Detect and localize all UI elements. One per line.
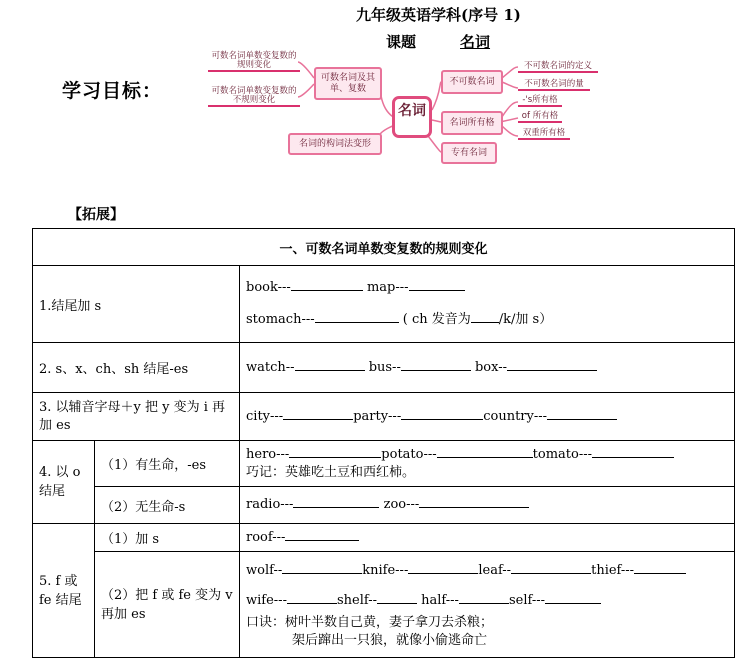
answer-blank[interactable] <box>409 278 465 291</box>
answer-blank[interactable] <box>634 561 686 574</box>
title-text: 九年级英语学科(序号 1) <box>356 6 521 24</box>
rhyme-line-2: 架后蹿出一只狼，就像小偷逃命亡 <box>292 632 488 648</box>
note-k-add-s: /k/加 s） <box>498 312 553 327</box>
mnemonic-tip: 巧记：英雄吃土豆和西红柿。 <box>246 465 416 480</box>
rule-1-exercises <box>240 266 735 343</box>
word-hero: hero--- <box>246 447 290 462</box>
mindmap-leaf-double-possessive: 双重所有格 <box>518 129 570 140</box>
word-zoo: zoo--- <box>383 497 420 512</box>
learning-goal-label: 学习目标： <box>62 80 163 102</box>
mindmap-node-word-formation: 名词的构词法变形 <box>288 133 382 155</box>
mindmap-leaf-uncountable-quantity: 不可数名词的量 <box>518 80 590 91</box>
mindmap-node-countable: 可数名词及其单、复数 <box>314 67 382 100</box>
answer-blank[interactable] <box>401 407 483 420</box>
mindmap-leaf-regular-plural: 可数名词单数变复数的规则变化 <box>208 52 300 72</box>
rule-4-exercises-1 <box>240 441 735 487</box>
word-half: half--- <box>421 592 459 608</box>
mindmap-leaf-irregular-plural: 可数名词单数变复数的不规则变化 <box>208 87 300 107</box>
mindmap-center-text: 名词 <box>398 103 426 119</box>
word-bus: bus-- <box>368 359 401 375</box>
rule-5-exercises-2 <box>240 552 735 658</box>
table-header: 一、可数名词单数变复数的规则变化 <box>33 229 735 266</box>
table-row <box>33 552 735 658</box>
answer-blank[interactable] <box>285 528 359 541</box>
word-tomato: tomato--- <box>532 447 593 462</box>
mind-map <box>0 0 749 200</box>
answer-blank[interactable] <box>511 561 591 574</box>
word-wife: wife--- <box>246 592 287 608</box>
answer-blank[interactable] <box>459 591 509 604</box>
answer-blank[interactable] <box>282 561 362 574</box>
rule-4-exercises-2 <box>240 487 735 524</box>
answer-blank[interactable] <box>289 445 381 458</box>
answer-blank[interactable] <box>287 591 337 604</box>
word-country: country--- <box>483 408 548 424</box>
answer-blank[interactable] <box>291 278 363 291</box>
answer-blank[interactable] <box>408 561 478 574</box>
table-row <box>33 487 735 524</box>
word-radio: radio--- <box>246 497 294 512</box>
rule-4-label: 4. 以 o 结尾 <box>33 441 95 524</box>
table-row <box>33 524 735 552</box>
word-party: party--- <box>353 408 402 424</box>
answer-blank[interactable] <box>315 310 399 323</box>
rule-4-sub-2: （2）无生命-s <box>95 487 240 524</box>
word-box: box-- <box>474 359 508 375</box>
word-self: self--- <box>508 592 546 608</box>
table-row <box>33 266 735 343</box>
word-roof: roof--- <box>246 529 286 545</box>
topic-value: 名词 <box>460 33 491 51</box>
table-row <box>33 441 735 487</box>
answer-blank[interactable] <box>401 358 471 371</box>
rule-2-label: 2. s、x、ch、sh 结尾-es <box>33 343 240 393</box>
word-book: book--- <box>246 280 291 295</box>
word-wolf: wolf-- <box>246 562 283 578</box>
extension-heading: 【拓展】 <box>68 207 124 223</box>
mindmap-node-proper-noun: 专有名词 <box>441 142 497 164</box>
answer-blank[interactable] <box>295 358 365 371</box>
topic-label: 课题 <box>386 33 417 51</box>
rule-5-sub-1: （1）加 s <box>95 524 240 552</box>
word-shelf: shelf-- <box>336 592 377 608</box>
table-row <box>33 393 735 441</box>
rule-4-sub-1: （1）有生命，-es <box>95 441 240 487</box>
mindmap-node-uncountable: 不可数名词 <box>441 70 503 94</box>
answer-blank[interactable] <box>437 445 533 458</box>
rule-3-label: 3. 以辅音字母＋y 把 y 变为 i 再加 es <box>33 393 240 441</box>
answer-blank[interactable] <box>293 495 379 508</box>
mind-map-connectors <box>0 0 749 200</box>
note-ch-pronunciation: ( ch 发音为 <box>402 312 471 327</box>
mindmap-center-node <box>392 96 432 138</box>
answer-blank[interactable] <box>507 358 597 371</box>
answer-blank[interactable] <box>547 407 617 420</box>
word-map: map--- <box>366 280 409 295</box>
rhyme-line-1: 口诀：树叶半数自己黄，妻子拿刀去杀粮； <box>246 614 494 630</box>
word-city: city--- <box>246 408 284 424</box>
answer-blank[interactable] <box>471 310 499 323</box>
answer-blank[interactable] <box>419 495 529 508</box>
word-potato: potato--- <box>381 447 437 462</box>
answer-blank[interactable] <box>283 407 353 420</box>
rule-3-exercises <box>240 393 735 441</box>
rule-5-label: 5. f 或 fe 结尾 <box>33 524 95 658</box>
word-watch: watch-- <box>246 359 295 375</box>
rule-5-sub-2: （2）把 f 或 fe 变为 v 再加 es <box>95 552 240 658</box>
word-leaf: leaf-- <box>478 562 512 578</box>
rule-2-exercises <box>240 343 735 393</box>
word-knife: knife--- <box>362 562 409 578</box>
word-stomach: stomach--- <box>246 312 315 327</box>
mindmap-leaf-uncountable-definition: 不可数名词的定义 <box>518 62 598 73</box>
answer-blank[interactable] <box>545 591 601 604</box>
mindmap-leaf-s-possessive: -'s所有格 <box>518 96 562 107</box>
mindmap-leaf-of-possessive: of 所有格 <box>518 112 562 123</box>
word-thief: thief--- <box>591 562 635 578</box>
table-row <box>33 343 735 393</box>
mindmap-node-possessive: 名词所有格 <box>441 111 503 135</box>
table-header-row <box>33 229 735 266</box>
answer-blank[interactable] <box>377 591 417 604</box>
rule-5-exercises-1 <box>240 524 735 552</box>
plural-rules-table <box>32 228 735 658</box>
answer-blank[interactable] <box>592 445 674 458</box>
rule-1-label: 1.结尾加 s <box>33 266 240 343</box>
